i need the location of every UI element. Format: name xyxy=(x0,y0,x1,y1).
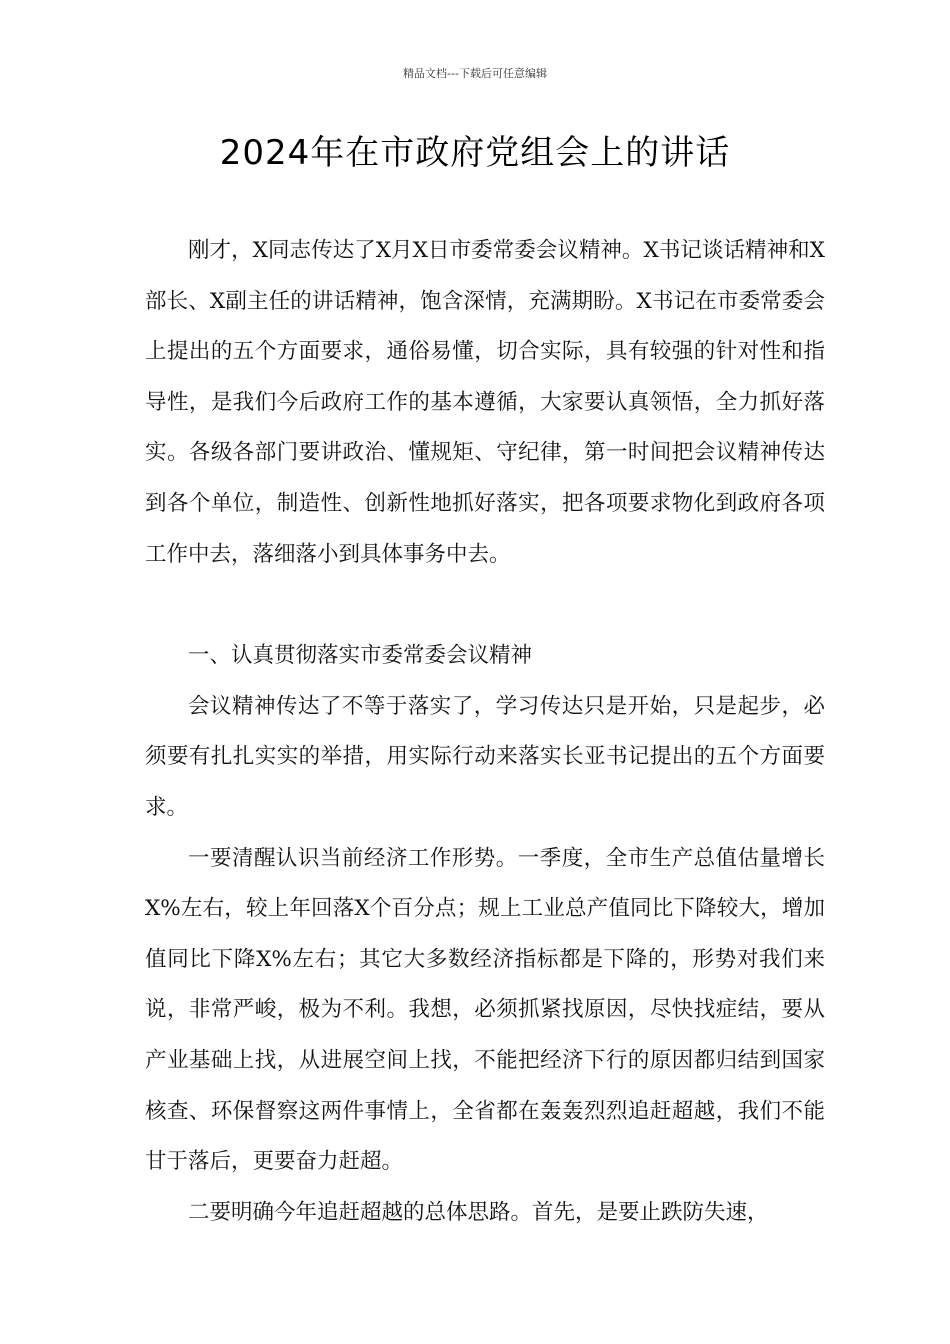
page-header-watermark: 精品文档---下载后可任意编辑 xyxy=(403,67,547,80)
paragraph-section-1-intro: 会议精神传达了不等于落实了，学习传达只是开始，只是起步，必须要有扎扎实实的举措，用实际行动来落实长亚书记提出的五个方面要求。 xyxy=(145,693,825,820)
document-title: 2024年在市政府党组会上的讲话 xyxy=(219,133,731,173)
paragraph-point-2: 二要明确今年追赶超越的总体思路。首先，是要止跌防失速， xyxy=(188,1199,769,1225)
paragraph-point-1: 一要清醒认识当前经济工作形势。一季度，全市生产总值估量增长X%左右，较上年回落X个百分点；规上工业总产值同比下降较大，增加值同比下降X%左右；其它大多数经济指标都是下降的，形势对我们来说，非常严峻，极为不利。我想，必须抓紧找原因，尽快找症结，要从产业基础上找，从进展空间上找，不能把经济下行的原因都归结到国家核查、环保督察这两件事情上，全省都在轰轰烈烈追赶超越，我们不能甘于落后，更要奋力赶超。 xyxy=(145,845,825,1175)
section-heading-1: 一、认真贯彻落实市委常委会议精神 xyxy=(188,643,533,669)
document-body xyxy=(145,226,825,1238)
paragraph-intro: 刚才，X同志传达了X月X日市委常委会议精神。X书记谈话精神和X部长、X副主任的讲话精神，饱含深情，充满期盼。X书记在市委常委会上提出的五个方面要求，通俗易懂，切合实际，具有较强的针对性和指导性，是我们今后政府工作的基本遵循，大家要认真领悟，全力抓好落实。各级各部门要讲政治、懂规矩、守纪律，第一时间把会议精神传达到各个单位，制造性、创新性地抓好落实，把各项要求物化到政府各项工作中去，落细落小到具体事务中去。 xyxy=(145,238,825,567)
